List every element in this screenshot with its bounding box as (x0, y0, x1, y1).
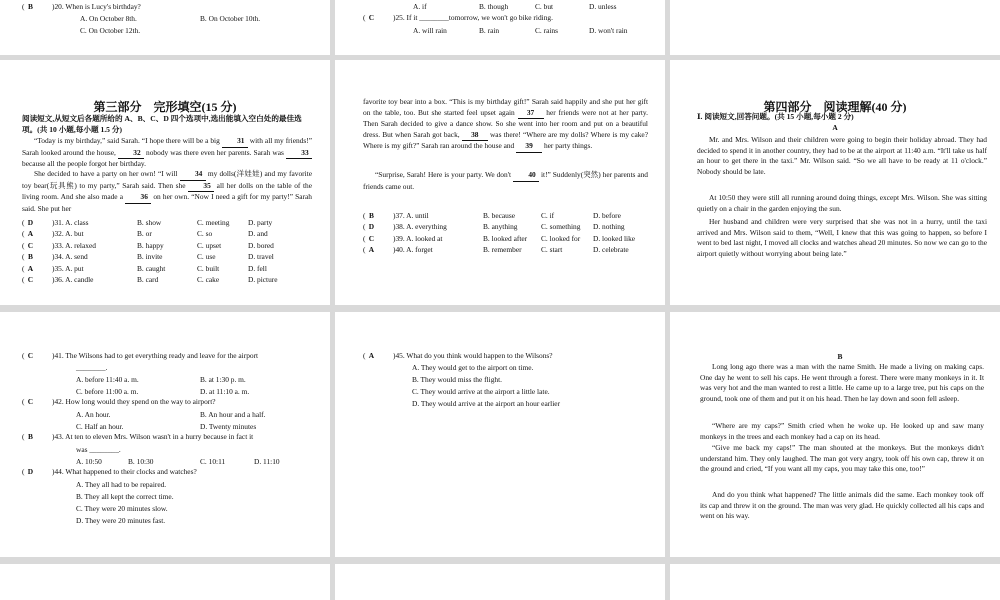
option-c: C. Half an hour. (76, 422, 124, 431)
passage-paragraph: And do you think what happened? The little animals did the same. Each monkey took off its cap and threw it on the ground. The man was very glad. He quickly collected all his caps and went on his way. (700, 490, 984, 520)
passage-paragraph: favorite toy bear into a box. “This is my birthday gift!” Sarah said happily and she put her gift on the table, too. But she started feel upset again 37 her friends were not at her party. Then Sarah decided to give a dance show. So she went into her room and put on a beautiful dress. But when Sarah got back, 38 was there! “Where are my dolls? Where is my cake? Where is my gift?” Sarah ran around the house and 39 her party things. (363, 97, 648, 153)
passage-paragraph: Her husband and children were very surprised that she was not in a hurry, until the taxi arrived and Mrs. Wilson said to them, “Well, I knew that this was going to happen, so before I went to bed last night, I moved all clocks and watches ahead 20 minutes. So now we can go to the airport quietly without worrying about being late.” (697, 217, 987, 258)
option-c: C. so (197, 229, 213, 239)
passage-paragraph: “Surprise, Sarah! Here is your party. We don't 40 it!” Suddenly(突然) her parents and friends came out. (363, 170, 648, 191)
option-d: D. at 11:10 a. m. (200, 387, 250, 396)
blank-39: 39 (516, 141, 542, 153)
option-d: D. nothing (593, 222, 625, 232)
section-title: 第四部分 阅读理解(40 分) (763, 100, 907, 114)
passage-paragraph: She decided to have a party on her own! “I will 34 my dolls(洋娃娃) and my favorite toy bear(玩具熊) to my party,” Sarah said. Then she 35 all her dolls on the table of the living room. And she also made a 36 on her own. “Now I need a gift for my party!” Sarah said. She put her (22, 169, 313, 213)
option-b: B. at 1:30 p. m. (200, 375, 246, 384)
option-b: B. because (483, 211, 516, 220)
passage-label: B (837, 352, 843, 361)
option-d: D. party (248, 218, 273, 227)
option-a: A. before 11:40 a. m. (76, 375, 139, 384)
option-d: D. before (593, 211, 621, 220)
option-a: A. They all had to be repaired. (76, 480, 167, 489)
option-c: C. something (541, 222, 581, 232)
option-a: A. They would get to the airport on time. (412, 363, 534, 372)
option-c: C. They were 20 minutes slow. (76, 504, 168, 513)
option-b: B. anything (483, 222, 518, 232)
answer-row (22, 275, 278, 286)
passage-paragraph: “Where are my caps?” Smith cried when he woke up. He looked up and saw many monkeys in the trees and each monkey had a cap on its head. (700, 421, 984, 441)
question-44: ( D )44. What happened to their clocks and watches? (22, 467, 197, 476)
option-d: D. 11:10 (254, 457, 280, 466)
question-43: ( B )43. At ten to eleven Mrs. Wilson wasn't in a hurry because in fact it (22, 432, 254, 441)
answer-row (22, 263, 267, 275)
question-blank: was ________. (76, 445, 121, 454)
option-d: D. They were 20 minutes fast. (76, 516, 166, 525)
option-c: C. built (197, 263, 220, 273)
passage-paragraph: Mr. and Mrs. Wilson and their children were going to begin their holiday abroad. They had decided to spend it in another country, they had to be at the airport at 11:40 a.m. “It'll take us half an hour to get there in the taxi.” Mr. Wilson said. “So we all have to be ready at 11 o'clock.” Nobody should be late. (697, 135, 987, 176)
answer-row (363, 245, 629, 256)
answer-row (22, 252, 274, 263)
option-a: A. On October 8th. (80, 14, 137, 23)
option-c: C. On October 12th. (80, 26, 141, 35)
option-a: )39. A. looked at (393, 233, 443, 243)
page-panel-9 (670, 312, 1000, 557)
blank-32: 32 (118, 148, 144, 160)
option-d: D. won't rain (589, 26, 628, 35)
blank-33: 33 (286, 148, 312, 160)
page-panel-4 (0, 60, 330, 305)
question-42: ( C )42. How long would they spend on the way to airport? (22, 397, 216, 406)
option-b: B. or (137, 229, 152, 239)
instructions: Ⅰ. 阅读短文,回答问题。(共 15 小题,每小题 2 分) (697, 112, 854, 121)
option-d: D. bored (248, 240, 274, 250)
option-d: D. fell (248, 263, 267, 273)
blank-36: 36 (125, 192, 151, 204)
answer-choice: ( B (22, 252, 33, 262)
answer-choice: ( C (22, 240, 34, 250)
option-b: B. caught (137, 263, 166, 273)
option-b: B. remember (483, 245, 522, 255)
passage-paragraph: At 10:50 they were still all running around doing things, except Mrs. Wilson. She was sitting quietly on a chair in the garden enjoying the sun. (697, 193, 987, 213)
option-c: C. rains (535, 26, 558, 35)
answer-choice: ( C (22, 275, 34, 284)
option-a: )37. A. until (393, 211, 429, 220)
answer-choice: ( D (22, 218, 34, 227)
page-panel-6 (670, 60, 1000, 305)
answer-row (363, 222, 625, 233)
question-20: ( B )20. When is Lucy's birthday? (22, 2, 141, 11)
option-c: C. before 11:00 a. m. (76, 387, 139, 396)
option-c: C. use (197, 252, 216, 262)
option-b: B. They would miss the flight. (412, 375, 502, 384)
answer-choice: ( D (363, 222, 375, 232)
passage-label: A (832, 123, 838, 132)
option-a: )33. A. relaxed (52, 240, 96, 250)
question-blank: ________. (76, 363, 108, 372)
option-d: D. They would arrive at the airport an hour earlier (412, 399, 561, 408)
answer-choice: ( A (363, 245, 375, 255)
page-panel-1 (0, 0, 330, 55)
answer-row (363, 233, 636, 245)
option-a: )34. A. send (52, 252, 88, 262)
blank-37: 37 (518, 108, 544, 120)
option-d: D. picture (248, 275, 278, 284)
option-b: B. show (137, 218, 162, 227)
option-d: D. celebrate (593, 245, 629, 255)
page-panel-12 (670, 564, 1000, 600)
blank-31: 31 (222, 136, 248, 148)
answer-row (22, 229, 268, 240)
question-25: ( C )25. If it ________tomorrow, we won't go bike riding. (363, 13, 553, 22)
option-b: B. invite (137, 252, 163, 262)
option-b: B. though (479, 2, 509, 11)
page-panel-7 (0, 312, 330, 557)
passage-paragraph: “Today is my birthday,” said Sarah. “I hope there will be a big 31 with all my friends!” Sarah looked around the house, 32 nobody was there even her parents. Sarah was 33 because all the people forgot her birthday. (22, 136, 312, 168)
option-d: D. travel (248, 252, 274, 262)
blank-38: 38 (462, 130, 488, 142)
option-c: C. if (541, 211, 555, 220)
page-panel-2 (335, 0, 665, 55)
option-d: D. Twenty minutes (200, 422, 257, 431)
answer-choice: ( C (363, 233, 375, 243)
option-a: )32. A. but (52, 229, 84, 239)
answer-choice: ( A (22, 229, 34, 239)
option-a: )35. A. put (52, 263, 84, 273)
option-c: C. 10:11 (200, 457, 226, 466)
blank-35: 35 (188, 181, 214, 193)
option-a: )36. A. candle (52, 275, 94, 284)
question-41: ( C )41. The Wilsons had to get everything ready and leave for the airport (22, 351, 259, 360)
option-c: C. They would arrive at the airport a little late. (412, 387, 550, 396)
option-b: B. On October 10th. (200, 14, 261, 23)
section-title: 第三部分 完形填空(15 分) (93, 100, 237, 114)
page-panel-3 (670, 0, 1000, 55)
instructions: 阅读短文,从短文后各题所给的 A、B、C、D 四个选项中,选出能填入空白处的最佳选项。(共 10 小题,每小题 1.5 分) (22, 114, 302, 134)
answer-choice: ( A (22, 263, 34, 273)
passage-paragraph: “Give me back my caps!” The man shouted at the monkeys. But the monkeys didn't understand him. They only laughed. The man got very angry, took off his own cap, threw it on the ground and cried, “If you want all my caps, you may take this one, too!” (700, 443, 984, 473)
option-d: D. unless (589, 2, 617, 11)
option-a: A. if (413, 2, 427, 11)
option-d: D. looked like (593, 233, 636, 243)
option-a: A. An hour. (76, 410, 111, 419)
option-b: B. looked after (483, 233, 528, 243)
passage-paragraph: Long long ago there was a man with the name Smith. He made a living on making caps. One day he went to sell his caps. He went through a forest. There were many monkeys in it. It was very hot and the man wanted to rest a little. He came up to a large tree, put his caps on the ground, took one of them and put it on his head. Then he lay down and soon fell asleep. (700, 362, 984, 403)
option-c: C. start (541, 245, 563, 255)
option-a: )38. A. everything (393, 222, 447, 232)
option-b: B. They all kept the correct time. (76, 492, 174, 501)
option-b: B. 10:30 (128, 457, 154, 466)
option-b: B. An hour and a half. (200, 410, 266, 419)
option-b: B. rain (479, 26, 500, 35)
option-a: )40. A. forget (393, 245, 433, 255)
option-b: B. card (137, 275, 159, 284)
option-c: C. meeting (197, 218, 230, 227)
option-a: A. 10:50 (76, 457, 102, 466)
question-45: ( A )45. What do you think would happen to the Wilsons? (363, 351, 553, 360)
option-c: C. cake (197, 275, 220, 284)
page-panel-8 (335, 312, 665, 557)
answer-row (363, 211, 621, 222)
page-panel-5 (335, 60, 665, 305)
answer-row (22, 240, 274, 252)
blank-34: 34 (180, 169, 206, 181)
option-c: C. upset (197, 240, 222, 250)
answer-row (22, 218, 273, 229)
option-c: C. but (535, 2, 554, 11)
blank-40: 40 (513, 170, 539, 182)
option-a: A. will rain (413, 26, 447, 35)
page-panel-11 (335, 564, 665, 600)
option-b: B. happy (137, 240, 164, 250)
answer-choice: ( B (363, 211, 374, 220)
page-panel-10 (0, 564, 330, 600)
option-d: D. and (248, 229, 268, 239)
option-c: C. looked for (541, 233, 581, 243)
option-a: )31. A. class (52, 218, 89, 227)
